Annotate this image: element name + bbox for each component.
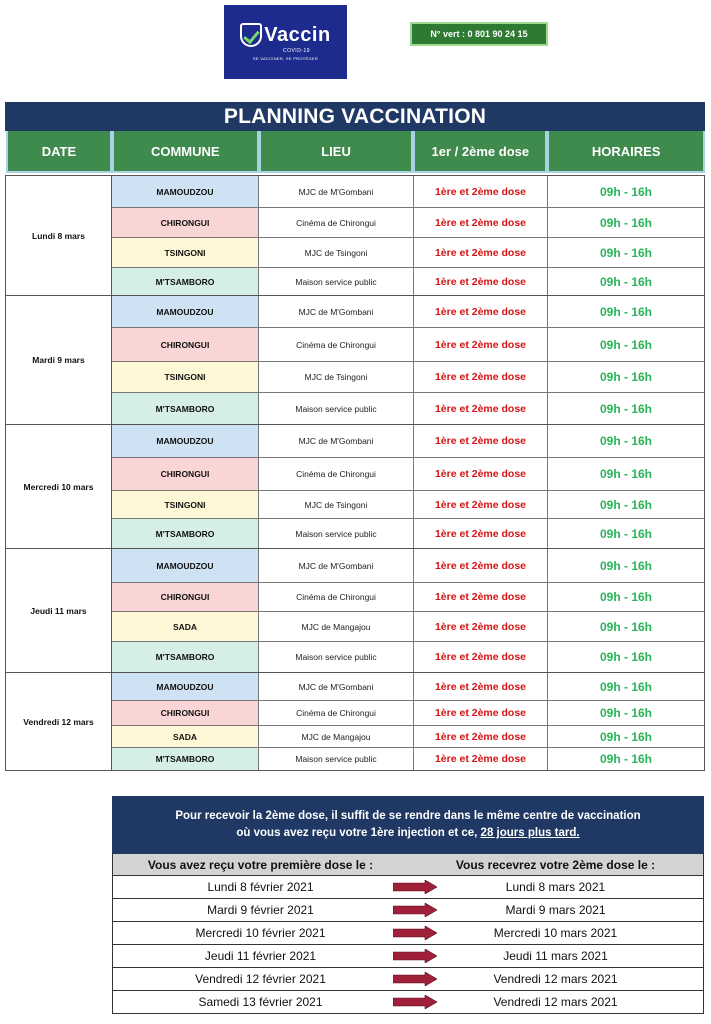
- day-group: [6, 175, 704, 295]
- hours-cell: 09h - 16h: [599, 526, 653, 541]
- dose-cell: 1ère et 2ème dose: [414, 519, 548, 548]
- header-second-dose: Vous recevrez votre 2ème dose le :: [455, 857, 656, 872]
- day-group: [6, 295, 704, 424]
- day-group: [6, 672, 704, 770]
- table-row: [112, 700, 704, 725]
- table-row: [112, 267, 704, 295]
- column-header-dose: 1er / 2ème dose: [413, 131, 547, 173]
- table-row: [112, 296, 704, 327]
- hours-cell: 09h - 16h: [599, 679, 653, 694]
- lieu-cell: MJC de Tsingoni: [259, 362, 414, 392]
- lieu-cell: Maison service public: [259, 748, 414, 770]
- dose-dates-row: [113, 968, 703, 991]
- table-row: [112, 176, 704, 207]
- first-dose-date: Jeudi 11 février 2021: [204, 949, 317, 963]
- hours-cell: 09h - 16h: [599, 215, 653, 230]
- hours-cell: 09h - 16h: [599, 467, 653, 481]
- dose-dates-row: [113, 876, 703, 899]
- first-dose-date: Mercredi 10 février 2021: [195, 926, 326, 940]
- hours-cell: 09h - 16h: [599, 752, 653, 766]
- first-dose-date: Vendredi 12 février 2021: [195, 972, 326, 986]
- dose-cell: 1ère et 2ème dose: [414, 425, 548, 457]
- arrow-right-icon: [393, 903, 437, 917]
- table-row: [112, 490, 704, 518]
- table-row: [112, 327, 704, 361]
- hours-cell: 09h - 16h: [599, 337, 653, 352]
- table-row: [112, 747, 704, 770]
- lieu-cell: Cinéma de Chirongui: [259, 328, 414, 361]
- lieu-cell: MJC de Tsingoni: [259, 491, 414, 518]
- lieu-cell: Maison service public: [259, 519, 414, 548]
- table-row: [112, 392, 704, 424]
- logo-brand: Vaccin: [264, 23, 331, 46]
- first-dose-date: Samedi 13 février 2021: [198, 995, 323, 1009]
- lieu-cell: Cinéma de Chirongui: [259, 701, 414, 725]
- dose-cell: 1ère et 2ème dose: [414, 549, 548, 582]
- lieu-cell: Maison service public: [259, 268, 414, 295]
- arrow-right-icon: [393, 880, 437, 894]
- dose-cell: 1ère et 2ème dose: [414, 393, 548, 424]
- dose-cell: 1ère et 2ème dose: [414, 612, 548, 641]
- commune-cell: SADA: [112, 612, 259, 641]
- commune-cell: MAMOUDZOU: [112, 296, 259, 327]
- arrow-right-icon: [393, 972, 437, 986]
- dose-cell: 1ère et 2ème dose: [414, 328, 548, 361]
- info-line-1: Pour recevoir la 2ème dose, il suffit de se rendre dans le même centre de vaccination: [175, 810, 641, 822]
- info-line-2: [112, 825, 704, 842]
- dose-cell: 1ère et 2ème dose: [414, 583, 548, 611]
- commune-cell: MAMOUDZOU: [112, 425, 259, 457]
- arrow-right-icon: [393, 926, 437, 940]
- lieu-cell: MJC de M'Gombani: [259, 176, 414, 207]
- dose-cell: 1ère et 2ème dose: [414, 296, 548, 327]
- commune-cell: TSINGONI: [112, 362, 259, 392]
- column-header-lieu: LIEU: [259, 131, 414, 173]
- commune-cell: MAMOUDZOU: [112, 176, 259, 207]
- lieu-cell: Cinéma de Chirongui: [259, 208, 414, 237]
- lieu-cell: MJC de M'Gombani: [259, 549, 414, 582]
- commune-cell: CHIRONGUI: [112, 583, 259, 611]
- planning-table-body: [5, 175, 705, 771]
- table-row: [112, 361, 704, 392]
- hours-cell: 09h - 16h: [599, 184, 653, 199]
- dose-dates-table: [112, 854, 704, 1014]
- dose-cell: 1ère et 2ème dose: [414, 748, 548, 770]
- lieu-cell: Maison service public: [259, 642, 414, 672]
- first-dose-date: Mardi 9 février 2021: [207, 903, 314, 917]
- hours-cell: 09h - 16h: [599, 370, 653, 384]
- hours-cell: 09h - 16h: [599, 274, 653, 289]
- logo-subtitle: COVID-19: [282, 48, 311, 54]
- table-row: [112, 582, 704, 611]
- lieu-cell: Cinéma de Chirongui: [259, 583, 414, 611]
- commune-cell: M'TSAMBORO: [112, 393, 259, 424]
- second-dose-date: Jeudi 11 mars 2021: [503, 949, 608, 963]
- date-cell: Vendredi 12 mars: [6, 673, 112, 770]
- lieu-cell: MJC de M'Gombani: [259, 673, 414, 700]
- table-row: [112, 207, 704, 237]
- commune-cell: M'TSAMBORO: [112, 642, 259, 672]
- arrow-right-icon: [393, 949, 437, 963]
- shield-check-icon: [240, 23, 262, 47]
- date-cell: Mercredi 10 mars: [6, 425, 112, 548]
- commune-cell: MAMOUDZOU: [112, 673, 259, 700]
- column-header-horaires: HORAIRES: [547, 131, 705, 173]
- dose-cell: 1ère et 2ème dose: [414, 176, 548, 207]
- day-group: [6, 548, 704, 672]
- hours-cell: 09h - 16h: [599, 245, 653, 260]
- dose-dates-row: [113, 945, 703, 968]
- dose-cell: 1ère et 2ème dose: [414, 238, 548, 267]
- dose-cell: 1ère et 2ème dose: [414, 491, 548, 518]
- info-line-2-text: où vous avez reçu votre 1ère injection et ce,: [236, 827, 481, 839]
- dose-dates-row: [113, 899, 703, 922]
- commune-cell: TSINGONI: [112, 491, 259, 518]
- hours-cell: 09h - 16h: [599, 434, 653, 448]
- lieu-cell: Cinéma de Chirongui: [259, 458, 414, 490]
- second-dose-info-box: [112, 796, 704, 854]
- second-dose-date: Lundi 8 mars 2021: [505, 880, 606, 894]
- dose-dates-row: [113, 991, 703, 1014]
- second-dose-date: Vendredi 12 mars 2021: [493, 995, 618, 1009]
- second-dose-date: Mardi 9 mars 2021: [505, 903, 606, 917]
- lieu-cell: MJC de M'Gombani: [259, 425, 414, 457]
- hours-cell: 09h - 16h: [599, 558, 653, 573]
- lieu-cell: MJC de Mangajou: [259, 726, 414, 747]
- lieu-cell: MJC de Tsingoni: [259, 238, 414, 267]
- planning-table-header: [5, 131, 705, 173]
- lieu-cell: MJC de Mangajou: [259, 612, 414, 641]
- commune-cell: MAMOUDZOU: [112, 549, 259, 582]
- hours-cell: 09h - 16h: [599, 706, 653, 720]
- dose-cell: 1ère et 2ème dose: [414, 726, 548, 747]
- dose-cell: 1ère et 2ème dose: [414, 208, 548, 237]
- arrow-right-icon: [393, 995, 437, 1009]
- commune-cell: TSINGONI: [112, 238, 259, 267]
- second-dose-date: Vendredi 12 mars 2021: [493, 972, 618, 986]
- table-row: [112, 237, 704, 267]
- dose-cell: 1ère et 2ème dose: [414, 673, 548, 700]
- table-row: [112, 725, 704, 747]
- hours-cell: 09h - 16h: [599, 729, 653, 744]
- dose-cell: 1ère et 2ème dose: [414, 362, 548, 392]
- date-cell: Mardi 9 mars: [6, 296, 112, 424]
- commune-cell: M'TSAMBORO: [112, 268, 259, 295]
- header-first-dose: Vous avez reçu votre première dose le :: [147, 857, 374, 872]
- table-row: [112, 641, 704, 672]
- commune-cell: SADA: [112, 726, 259, 747]
- dose-dates-row: [113, 922, 703, 945]
- lieu-cell: Maison service public: [259, 393, 414, 424]
- hours-cell: 09h - 16h: [599, 304, 653, 319]
- hours-cell: 09h - 16h: [599, 497, 653, 512]
- commune-cell: M'TSAMBORO: [112, 519, 259, 548]
- dose-dates-header: [113, 854, 703, 876]
- hours-cell: 09h - 16h: [599, 590, 653, 604]
- phone-number-badge: N° vert : 0 801 90 24 15: [410, 22, 548, 46]
- dose-dates-rows: [113, 876, 703, 1014]
- vaccin-logo: [224, 5, 347, 79]
- column-header-date: DATE: [6, 131, 112, 173]
- table-row: [112, 673, 704, 700]
- hours-cell: 09h - 16h: [599, 650, 653, 664]
- commune-cell: CHIRONGUI: [112, 208, 259, 237]
- date-cell: Lundi 8 mars: [6, 176, 112, 295]
- dose-cell: 1ère et 2ème dose: [414, 701, 548, 725]
- second-dose-date: Mercredi 10 mars 2021: [493, 926, 618, 940]
- column-header-commune: COMMUNE: [112, 131, 259, 173]
- table-row: [112, 457, 704, 490]
- table-row: [112, 425, 704, 457]
- commune-cell: CHIRONGUI: [112, 328, 259, 361]
- lieu-cell: MJC de M'Gombani: [259, 296, 414, 327]
- date-cell: Jeudi 11 mars: [6, 549, 112, 672]
- commune-cell: CHIRONGUI: [112, 458, 259, 490]
- table-row: [112, 518, 704, 548]
- dose-cell: 1ère et 2ème dose: [414, 268, 548, 295]
- table-row: [112, 549, 704, 582]
- commune-cell: CHIRONGUI: [112, 701, 259, 725]
- day-group: [6, 424, 704, 548]
- table-row: [112, 611, 704, 641]
- hours-cell: 09h - 16h: [599, 401, 653, 416]
- planning-title: PLANNING VACCINATION: [5, 102, 705, 131]
- dose-cell: 1ère et 2ème dose: [414, 642, 548, 672]
- first-dose-date: Lundi 8 février 2021: [207, 880, 314, 894]
- logo-tagline: SE VACCINER, SE PROTÉGER: [252, 56, 319, 61]
- hours-cell: 09h - 16h: [599, 619, 653, 634]
- info-line-2-underlined: 28 jours plus tard.: [480, 827, 580, 839]
- commune-cell: M'TSAMBORO: [112, 748, 259, 770]
- dose-cell: 1ère et 2ème dose: [414, 458, 548, 490]
